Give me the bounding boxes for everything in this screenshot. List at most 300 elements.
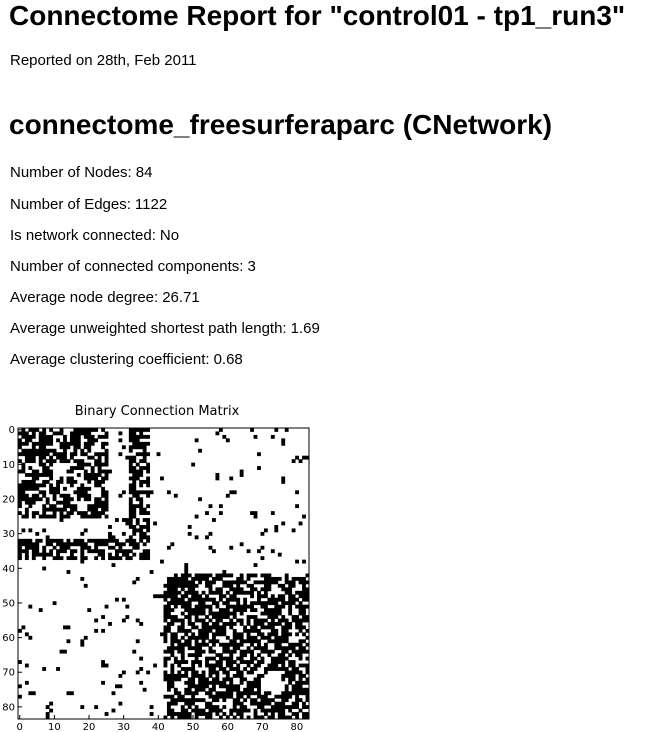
matrix-cell (132, 428, 136, 432)
matrix-cell (209, 639, 213, 643)
matrix-cell (188, 636, 192, 640)
matrix-cell (198, 681, 202, 685)
matrix-cell (222, 650, 226, 654)
matrix-cell (136, 497, 140, 501)
matrix-cell (118, 438, 122, 442)
matrix-cell (292, 677, 296, 681)
matrix-cell (229, 653, 233, 657)
matrix-cell (295, 650, 299, 654)
matrix-cell (278, 608, 282, 612)
matrix-cell (18, 487, 22, 491)
matrix-cell (80, 639, 84, 643)
matrix-cell (143, 525, 147, 529)
matrix-cell (101, 470, 105, 474)
matrix-cell (229, 639, 233, 643)
matrix-cell (205, 511, 209, 515)
matrix-cell (267, 632, 271, 636)
matrix-cell (139, 497, 143, 501)
matrix-cell (191, 684, 195, 688)
matrix-cell (261, 646, 265, 650)
matrix-cell (25, 539, 29, 543)
matrix-cell (56, 542, 60, 546)
matrix-cell (195, 660, 199, 664)
matrix-cell (39, 445, 43, 449)
matrix-cell (233, 580, 237, 584)
matrix-cell (198, 605, 202, 609)
x-tick-label: 30 (117, 722, 131, 732)
matrix-cell (202, 712, 206, 716)
matrix-cell (146, 490, 150, 494)
matrix-cell (139, 431, 143, 435)
matrix-cell (257, 684, 261, 688)
matrix-cell (87, 539, 91, 543)
matrix-cell (91, 435, 95, 439)
matrix-cell (302, 615, 306, 619)
matrix-cell (32, 445, 36, 449)
matrix-cell (28, 428, 32, 432)
matrix-cell (188, 677, 192, 681)
matrix-cell (115, 542, 119, 546)
matrix-cell (222, 612, 226, 616)
matrix-cell (302, 515, 306, 519)
matrix-cell (257, 643, 261, 647)
y-axis (2, 425, 22, 713)
matrix-cell (229, 695, 233, 699)
matrix-cell (285, 684, 289, 688)
matrix-cell (215, 473, 219, 477)
matrix-cell (181, 601, 185, 605)
matrix-cell (202, 681, 206, 685)
matrix-cell (84, 445, 88, 449)
matrix-cell (254, 684, 258, 688)
matrix-cell (98, 463, 102, 467)
matrix-cell (274, 622, 278, 626)
matrix-cell (302, 594, 306, 598)
matrix-cell (274, 601, 278, 605)
matrix-cell (302, 584, 306, 588)
matrix-cell (257, 688, 261, 692)
matrix-cell (174, 580, 178, 584)
matrix-cell (195, 619, 199, 623)
matrix-cell (209, 625, 213, 629)
matrix-cell (94, 549, 98, 553)
matrix-cell (264, 594, 268, 598)
matrix-cell (177, 698, 181, 702)
matrix-cell (264, 528, 268, 532)
matrix-cell (118, 674, 122, 678)
matrix-cell (254, 636, 258, 640)
matrix-cell (67, 515, 71, 519)
matrix-cell (129, 463, 133, 467)
matrix-cell (236, 698, 240, 702)
matrix-cell (222, 584, 226, 588)
matrix-cell (302, 577, 306, 581)
matrix-cell (226, 691, 230, 695)
matrix-cell (105, 442, 109, 446)
matrix-cell (67, 480, 71, 484)
matrix-cell (105, 431, 109, 435)
matrix-cell (49, 549, 53, 553)
matrix-cell (240, 709, 244, 713)
matrix-cell (229, 657, 233, 661)
matrix-cell (229, 664, 233, 668)
matrix-cell (70, 470, 74, 474)
matrix-cell (49, 508, 53, 512)
matrix-cell (250, 591, 254, 595)
matrix-cell (49, 438, 53, 442)
matrix-cell (167, 615, 171, 619)
matrix-cell (63, 650, 67, 654)
matrix-cell (49, 456, 53, 460)
matrix-cell (98, 504, 102, 508)
matrix-cell (302, 560, 306, 564)
matrix-cell (295, 619, 299, 623)
matrix-cell (28, 466, 32, 470)
matrix-cell (60, 456, 64, 460)
matrix-cell (181, 577, 185, 581)
matrix-cell (247, 577, 251, 581)
report-title: Connectome Report for "control01 - tp1_run3" (9, 0, 626, 31)
matrix-cell (292, 691, 296, 695)
matrix-cell (195, 705, 199, 709)
matrix-cell (299, 691, 303, 695)
matrix-cell (243, 691, 247, 695)
matrix-cell (292, 688, 296, 692)
matrix-cell (87, 442, 91, 446)
matrix-cell (215, 431, 219, 435)
matrix-cell (240, 671, 244, 675)
matrix-cell (188, 574, 192, 578)
matrix-cell (112, 563, 116, 567)
matrix-cell (278, 605, 282, 609)
matrix-cell (181, 598, 185, 602)
matrix-cell (53, 546, 57, 550)
matrix-cell (60, 556, 64, 560)
matrix-cell (292, 601, 296, 605)
matrix-cell (188, 615, 192, 619)
stat-average-shortest-path (10, 319, 320, 339)
matrix-cell (205, 622, 209, 626)
matrix-cell (132, 470, 136, 474)
matrix-cell (160, 594, 164, 598)
matrix-cell (261, 594, 265, 598)
matrix-cell (39, 490, 43, 494)
matrix-cell (215, 629, 219, 633)
matrix-cell (267, 622, 271, 626)
matrix-cell (87, 487, 91, 491)
matrix-cell (18, 452, 22, 456)
matrix-cell (105, 459, 109, 463)
matrix-cell (215, 605, 219, 609)
matrix-cell (132, 515, 136, 519)
matrix-cell (87, 438, 91, 442)
matrix-cell (56, 452, 60, 456)
matrix-cell (21, 435, 25, 439)
matrix-cell (274, 612, 278, 616)
matrix-cell (87, 445, 91, 449)
matrix-cell (39, 608, 43, 612)
matrix-cell (198, 653, 202, 657)
matrix-cell (299, 522, 303, 526)
matrix-cell (285, 657, 289, 661)
matrix-cell (257, 549, 261, 553)
y-tick-label: 0 (8, 425, 15, 437)
matrix-cell (42, 567, 46, 571)
matrix-cell (292, 660, 296, 664)
matrix-cell (143, 556, 147, 560)
matrix-cell (299, 688, 303, 692)
matrix-cell (226, 646, 230, 650)
matrix-cell (219, 598, 223, 602)
matrix-cell (302, 591, 306, 595)
matrix-cell (139, 459, 143, 463)
matrix-cell (274, 525, 278, 529)
matrix-cell (49, 428, 53, 432)
matrix-cell (281, 639, 285, 643)
matrix-cell (139, 657, 143, 661)
matrix-cell (170, 643, 174, 647)
matrix-cell (222, 629, 226, 633)
matrix-cell (226, 608, 230, 612)
matrix-cell (195, 577, 199, 581)
matrix-cell (129, 435, 133, 439)
matrix-cell (209, 681, 213, 685)
matrix-cell (236, 709, 240, 713)
matrix-cell (299, 653, 303, 657)
matrix-cell (288, 660, 292, 664)
matrix-cell (80, 577, 84, 581)
matrix-cell (46, 553, 50, 557)
matrix-cell (184, 567, 188, 571)
matrix-cell (219, 684, 223, 688)
matrix-cell (32, 546, 36, 550)
matrix-cell (18, 494, 22, 498)
matrix-cell (101, 452, 105, 456)
matrix-cell (240, 674, 244, 678)
matrix-cell (209, 619, 213, 623)
matrix-cell (195, 636, 199, 640)
matrix-cell (198, 574, 202, 578)
matrix-cell (281, 601, 285, 605)
matrix-cell (46, 442, 50, 446)
matrix-cell (233, 688, 237, 692)
matrix-cell (122, 518, 126, 522)
matrix-cell (219, 504, 223, 508)
matrix-cell (70, 508, 74, 512)
matrix-cell (278, 594, 282, 598)
matrix-cell (271, 549, 275, 553)
matrix-cell (73, 459, 77, 463)
matrix-cell (202, 605, 206, 609)
matrix-cell (285, 650, 289, 654)
matrix-cell (42, 463, 46, 467)
matrix-cell (240, 473, 244, 477)
matrix-cell (267, 574, 271, 578)
matrix-cell (267, 615, 271, 619)
matrix-cell (264, 667, 268, 671)
matrix-cell (191, 709, 195, 713)
matrix-cell (191, 622, 195, 626)
matrix-cell (188, 684, 192, 688)
matrix-cell (118, 546, 122, 550)
matrix-cell (101, 490, 105, 494)
matrix-cell (174, 702, 178, 706)
matrix-cell (49, 515, 53, 519)
matrix-cell (87, 477, 91, 481)
matrix-cell (267, 580, 271, 584)
matrix-cell (28, 605, 32, 609)
matrix-cell (215, 664, 219, 668)
matrix-cell (205, 577, 209, 581)
matrix-cell (181, 698, 185, 702)
matrix-cell (167, 657, 171, 661)
matrix-cell (212, 684, 216, 688)
matrix-cell (177, 580, 181, 584)
matrix-cell (105, 605, 109, 609)
matrix-cell (18, 490, 22, 494)
matrix-cell (226, 580, 230, 584)
matrix-cell (21, 470, 25, 474)
matrix-cell (177, 584, 181, 588)
matrix-cell (87, 431, 91, 435)
matrix-cell (195, 712, 199, 716)
matrix-cell (63, 449, 67, 453)
matrix-cell (278, 712, 282, 716)
matrix-cell (153, 664, 157, 668)
matrix-cell (143, 549, 147, 553)
matrix-cell (295, 456, 299, 460)
matrix-cell (247, 684, 251, 688)
matrix-cell (174, 660, 178, 664)
matrix-cell (267, 709, 271, 713)
matrix-cell (143, 445, 147, 449)
matrix-cell (42, 553, 46, 557)
matrix-cell (188, 584, 192, 588)
matrix-cell (229, 584, 233, 588)
matrix-cell (84, 428, 88, 432)
matrix-cell (250, 587, 254, 591)
matrix-cell (129, 549, 133, 553)
matrix-cell (247, 615, 251, 619)
matrix-cell (278, 705, 282, 709)
matrix-cell (39, 515, 43, 519)
matrix-cell (143, 442, 147, 446)
matrix-cell (118, 549, 122, 553)
matrix-cell (184, 702, 188, 706)
matrix-cell (181, 646, 185, 650)
matrix-cell (229, 667, 233, 671)
matrix-cell (295, 632, 299, 636)
matrix-cell (299, 622, 303, 626)
matrix-cell (288, 677, 292, 681)
matrix-cell (35, 483, 39, 487)
matrix-cell (125, 556, 129, 560)
matrix-cell (274, 705, 278, 709)
matrix-cell (63, 508, 67, 512)
matrix-cell (274, 608, 278, 612)
matrix-cell (281, 674, 285, 678)
matrix-cell (77, 442, 81, 446)
matrix-cell (236, 636, 240, 640)
matrix-cell (32, 553, 36, 557)
matrix-cell (292, 580, 296, 584)
matrix-cell (35, 428, 39, 432)
matrix-cell (295, 625, 299, 629)
matrix-cell (188, 698, 192, 702)
matrix-cell (274, 709, 278, 713)
matrix-cell (115, 518, 119, 522)
matrix-cell (181, 636, 185, 640)
matrix-cell (233, 709, 237, 713)
matrix-cell (202, 601, 206, 605)
matrix-cell (299, 643, 303, 647)
matrix-cell (226, 657, 230, 661)
matrix-cell (254, 601, 258, 605)
matrix-cell (46, 508, 50, 512)
matrix-cell (215, 660, 219, 664)
matrix-cell (67, 494, 71, 498)
matrix-cell (105, 470, 109, 474)
matrix-cell (146, 463, 150, 467)
matrix-cell (164, 639, 168, 643)
matrix-cell (181, 584, 185, 588)
matrix-cell (105, 515, 109, 519)
matrix-cell (271, 625, 275, 629)
matrix-cell (250, 671, 254, 675)
matrix-cell (202, 643, 206, 647)
matrix-cell (205, 664, 209, 668)
matrix-cell (174, 574, 178, 578)
matrix-cell (292, 664, 296, 668)
matrix-cell (174, 605, 178, 609)
matrix-cell (18, 470, 22, 474)
matrix-cell (236, 591, 240, 595)
matrix-cell (122, 542, 126, 546)
matrix-cell (115, 598, 119, 602)
matrix-cell (195, 684, 199, 688)
matrix-cell (94, 546, 98, 550)
matrix-cell (299, 608, 303, 612)
matrix-cell (56, 667, 60, 671)
matrix-cell (101, 660, 105, 664)
matrix-cell (188, 681, 192, 685)
matrix-cell (209, 657, 213, 661)
matrix-cell (247, 605, 251, 609)
matrix-cell (146, 452, 150, 456)
matrix-cell (261, 695, 265, 699)
matrix-cell (60, 650, 64, 654)
matrix-cell (84, 452, 88, 456)
matrix-cell (271, 698, 275, 702)
matrix-cell (247, 709, 251, 713)
matrix-cell (49, 487, 53, 491)
matrix-cell (32, 483, 36, 487)
matrix-cell (295, 622, 299, 626)
matrix-cell (80, 466, 84, 470)
matrix-cell (177, 712, 181, 716)
matrix-cell (215, 639, 219, 643)
matrix-cell (219, 594, 223, 598)
matrix-cell (264, 577, 268, 581)
matrix-cell (250, 511, 254, 515)
matrix-cell (184, 615, 188, 619)
matrix-cell (143, 459, 147, 463)
matrix-cell (274, 660, 278, 664)
matrix-cell (132, 494, 136, 498)
matrix-cell (32, 480, 36, 484)
matrix-cell (271, 612, 275, 616)
matrix-cell (70, 442, 74, 446)
